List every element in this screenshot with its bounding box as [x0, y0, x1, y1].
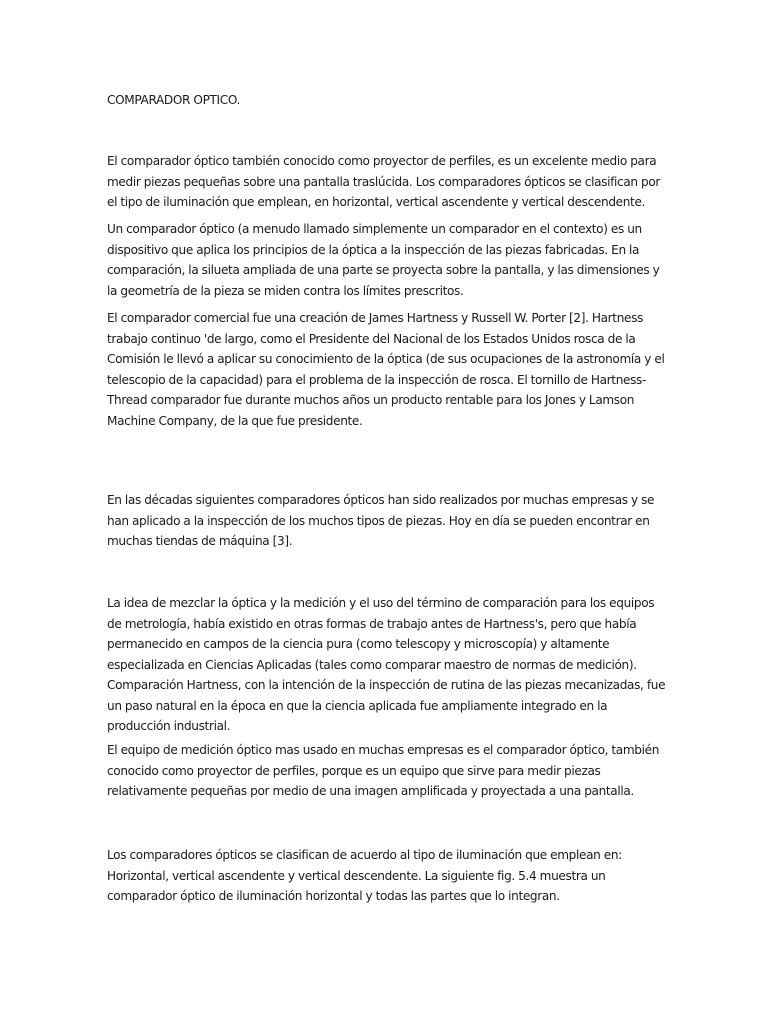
paragraph-6: El equipo de medición óptico mas usado en muchas empresas es el comparador óptico, también conocido como proyector de perfiles, porque es un equipo que sirve para medir piezas relativamente pequeñas por medio de una imagen amplificada y proyectada a una pantalla.: [107, 743, 660, 798]
paragraph-5: La idea de mezclar la óptica y la medición y el uso del término de comparación para los equipos de metrología, había existido en otras formas de trabajo antes de Hartness's, pero que había permanecido en campos de la ciencia pura (como telescopy y microscopía) y altamente especializada en Ciencias Aplicadas (tales como comparar maestro de normas de medición). Comparación Hartness, con la intención de la inspección de rutina de las piezas mecanizadas, fue un paso natural en la época en que la ciencia aplicada fue ampliamente integrado en la producción industrial.: [107, 596, 666, 733]
paragraph-4: En las décadas siguientes comparadores ópticos han sido realizados por muchas empresas y se han aplicado a la inspección de los muchos tipos de piezas. Hoy en día se pueden encontrar en muchas tiendas de máquina [3].: [107, 493, 655, 548]
document-title: COMPARADOR OPTICO.: [107, 93, 241, 107]
paragraph-2: Un comparador óptico (a menudo llamado simplemente un comparador en el contexto) es un dispositivo que aplica los principios de la óptica a la inspección de las piezas fabricadas. En la comparación, la silueta ampliada de una parte se proyecta sobre la pantalla, y las dimensiones y la geometría de la pieza se miden contra los límites prescritos.: [107, 222, 660, 298]
paragraph-7: Los comparadores ópticos se clasifican de acuerdo al tipo de iluminación que emplean en: Horizontal, vertical ascendente y vertical descendente. La siguiente fig. 5.4 muestra un comparador óptico de iluminación horizontal y todas las partes que lo integran.: [107, 848, 622, 903]
paragraph-1: El comparador óptico también conocido como proyector de perfiles, es un excelente medio para medir piezas pequeñas sobre una pantalla traslúcida. Los comparadores ópticos se clasifican por el tipo de iluminación que emplean, en horizontal, vertical ascendente y vertical descendente.: [107, 154, 661, 209]
paragraph-3: El comparador comercial fue una creación de James Hartness y Russell W. Porter [2]. Hartness trabajo continuo 'de largo, como el Presidente del Nacional de los Estados Unidos rosca de la Comisión le llevó a aplicar su conocimiento de la óptica (de sus ocupaciones de la astronomía y el telescopio de la capacidad) para el problema de la inspección de rosca. El tornillo de Hartness-Thread comparador fue durante muchos años un producto rentable para los Jones y Lamson Machine Company, de la que fue presidente.: [107, 311, 665, 428]
